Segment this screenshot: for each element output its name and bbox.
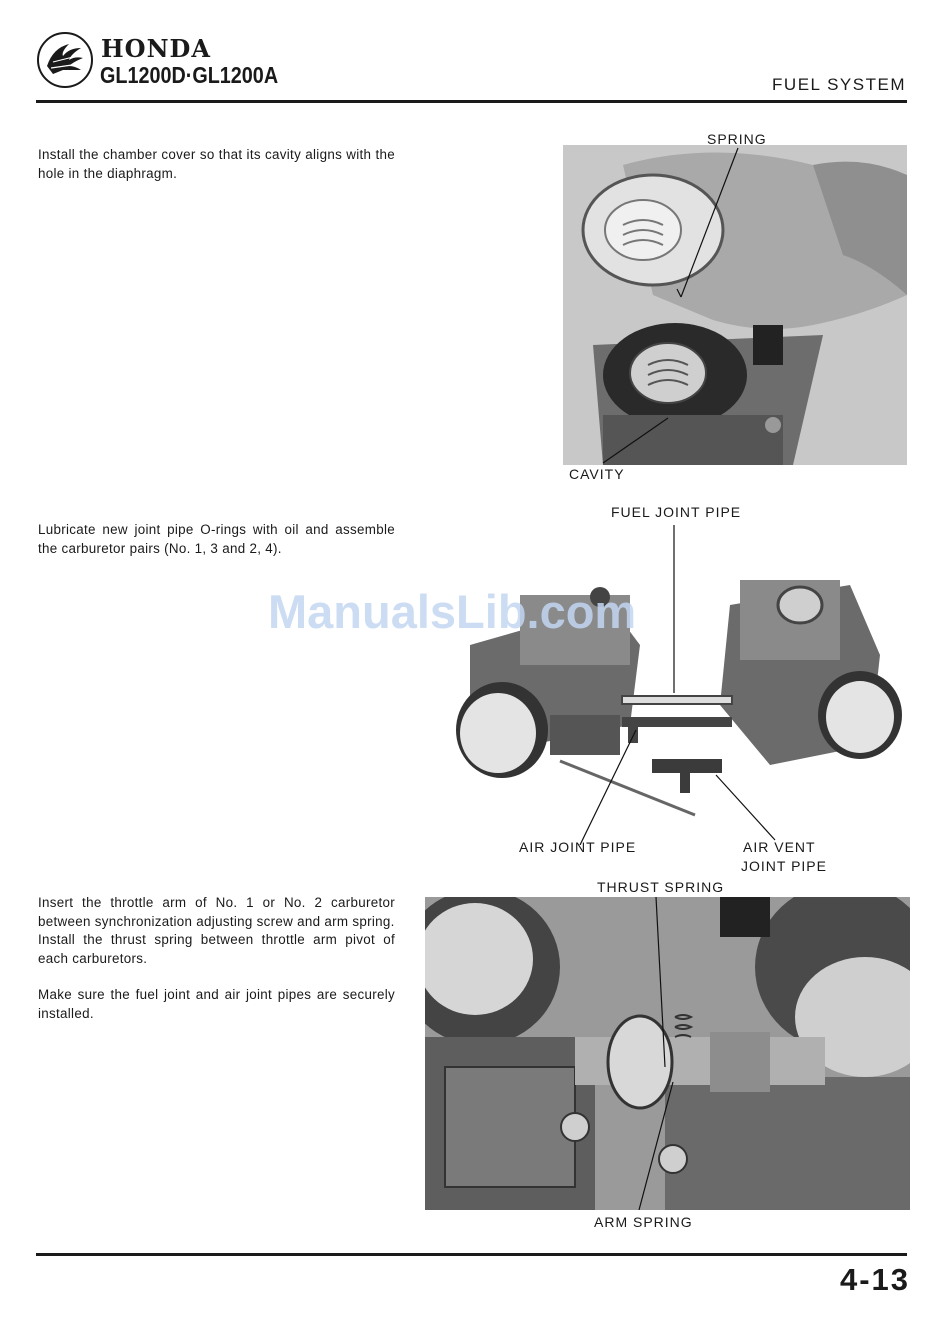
page-number: 4-13: [839, 1262, 910, 1297]
footer-rule: [36, 1253, 907, 1256]
brand-name: HONDA: [101, 34, 211, 63]
label-thrust-spring: THRUST SPRING: [597, 879, 725, 895]
model-name: GL1200D·GL1200A: [100, 62, 279, 88]
photo-throttle-linkage: [425, 897, 910, 1210]
step-3-text: [38, 894, 395, 1024]
step-3-paragraph-2: Install the thrust spring between throttle arm pivot of each carburetors.: [38, 932, 395, 966]
label-air-joint-pipe: AIR JOINT PIPE: [519, 839, 637, 855]
header-rule: [36, 100, 907, 103]
photo-chamber-cover: [563, 145, 907, 465]
step-1-paragraph: Install the chamber cover so that its cavity aligns with the hole in the diaphragm.: [38, 147, 395, 181]
section-title: FUEL SYSTEM: [772, 75, 906, 94]
step-2-text: [38, 521, 395, 558]
step-1-text: [38, 146, 395, 183]
step-2-paragraph: Lubricate new joint pipe O-rings with oil and assemble the carburetor pairs (No. 1, 3 and 2, 4).: [38, 522, 395, 556]
label-fuel-joint-pipe: FUEL JOINT PIPE: [611, 504, 742, 520]
figure-carburetor-pairs: [440, 525, 910, 845]
label-arm-spring: ARM SPRING: [594, 1214, 693, 1230]
label-cavity: CAVITY: [569, 466, 625, 482]
step-3-paragraph-3: Make sure the fuel joint and air joint pipes are securely installed.: [38, 987, 395, 1021]
watermark: ManualsLib.com: [268, 585, 637, 638]
honda-wing-icon: [37, 32, 93, 88]
label-air-vent-line-1: AIR VENT: [743, 839, 816, 855]
label-spring: SPRING: [707, 131, 767, 147]
label-air-vent-line-2: JOINT PIPE: [741, 858, 827, 874]
step-3-paragraph-1: Insert the throttle arm of No. 1 or No. 2 carburetor between synchronization adjusting screw and arm spring.: [38, 895, 395, 929]
